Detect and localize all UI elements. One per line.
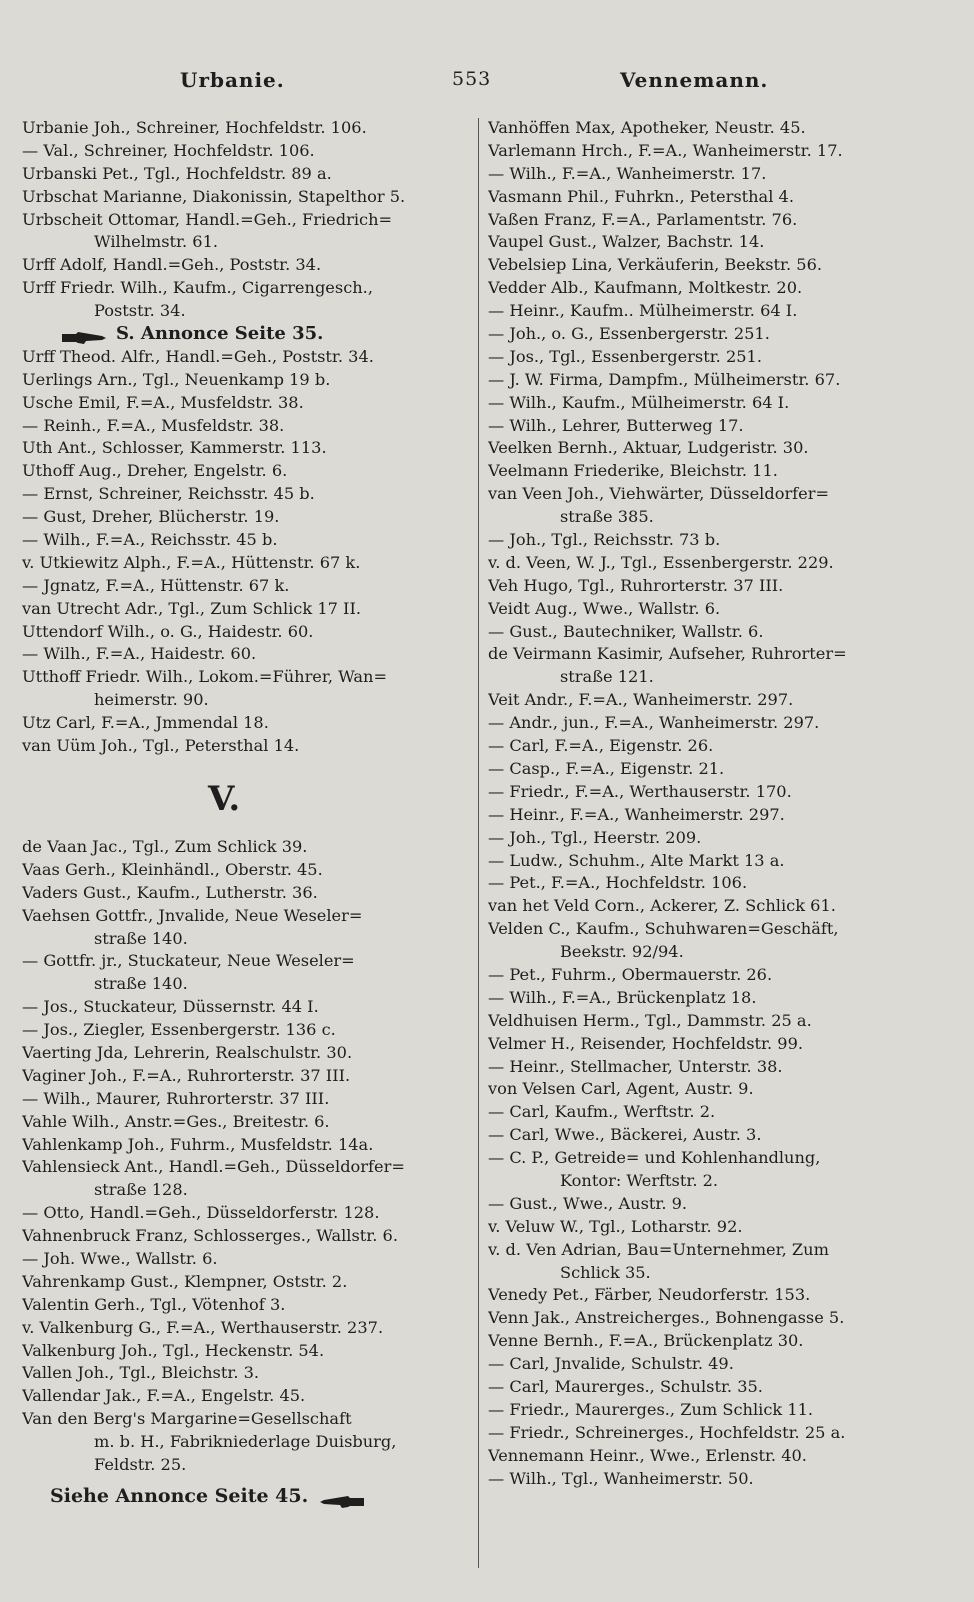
directory-entry <box>22 882 470 905</box>
directory-entry <box>488 964 946 987</box>
entry-text: Veelken Bernh., Aktuar, Ludgeristr. 30. <box>488 438 809 458</box>
section-letter <box>22 762 470 836</box>
entry-text: — Ludw., Schuhm., Alte Markt 13 a. <box>488 850 785 870</box>
directory-entry <box>488 1147 946 1170</box>
directory-entry <box>22 1134 470 1157</box>
entry-text: Vaders Gust., Kaufm., Lutherstr. 36. <box>22 882 318 902</box>
entry-text: — Pet., Fuhrm., Obermauerstr. 26. <box>488 964 773 984</box>
entry-continuation <box>488 666 946 689</box>
directory-entry <box>22 163 470 186</box>
directory-entry <box>22 1225 470 1248</box>
directory-entry <box>488 1056 946 1079</box>
entry-text: v. d. Veen, W. J., Tgl., Essenbergerstr. 229. <box>488 552 834 572</box>
entry-text: — Heinr., F.=A., Wanheimerstr. 297. <box>488 804 785 824</box>
entry-text: Vahle Wilh., Anstr.=Ges., Breitestr. 6. <box>22 1111 330 1131</box>
entry-text: — Joh., Tgl., Heerstr. 209. <box>488 827 702 847</box>
entry-text: Urbanie Joh., Schreiner, Hochfeldstr. 106. <box>22 118 367 137</box>
directory-entry <box>488 1376 946 1399</box>
pointing-hand-icon <box>62 328 106 340</box>
directory-entry <box>22 735 470 758</box>
entry-text: Velmer H., Reisender, Hochfeldstr. 99. <box>488 1033 804 1053</box>
directory-entry <box>22 1317 470 1340</box>
directory-entry <box>22 1111 470 1134</box>
directory-entry <box>22 460 470 483</box>
directory-entry <box>488 346 946 369</box>
directory-entry <box>488 987 946 1010</box>
directory-entry <box>22 1019 470 1042</box>
directory-entry <box>488 117 946 140</box>
directory-entry <box>488 1422 946 1445</box>
entry-text: Vennemann Heinr., Wwe., Erlenstr. 40. <box>488 1445 807 1465</box>
directory-entry <box>22 1340 470 1363</box>
directory-entry <box>488 1330 946 1353</box>
entry-text: — Casp., F.=A., Eigenstr. 21. <box>488 758 725 778</box>
directory-entry <box>488 1284 946 1307</box>
entry-text: — Gottfr. jr., Stuckateur, Neue Weseler= <box>22 951 355 971</box>
directory-entry <box>22 1408 470 1431</box>
directory-entry <box>488 895 946 918</box>
directory-entry <box>488 1078 946 1101</box>
directory-entry <box>488 735 946 758</box>
directory-entry <box>22 621 470 644</box>
entry-text: Veelmann Friederike, Bleichstr. 11. <box>488 461 778 481</box>
entry-text: v. Valkenburg G., F.=A., Werthauserstr. 237. <box>22 1317 384 1337</box>
directory-entry <box>488 827 946 850</box>
entry-text: Vahlensieck Ant., Handl.=Geh., Düsseldorfer= <box>22 1157 405 1177</box>
entry-text: — Pet., F.=A., Hochfeldstr. 106. <box>488 873 748 893</box>
directory-entry <box>22 186 470 209</box>
entry-text: — Ernst, Schreiner, Reichsstr. 45 b. <box>22 484 315 504</box>
directory-entry <box>488 415 946 438</box>
directory-entry <box>488 804 946 827</box>
directory-entry <box>22 140 470 163</box>
directory-entry <box>22 437 470 460</box>
entry-text: — Jos., Tgl., Essenbergerstr. 251. <box>488 346 762 366</box>
entry-text: — Heinr., Stellmacher, Unterstr. 38. <box>488 1056 783 1076</box>
directory-entry <box>488 1399 946 1422</box>
entry-continuation <box>22 973 470 996</box>
header-last-entry: Vennemann. <box>620 68 769 92</box>
directory-entry <box>488 1193 946 1216</box>
directory-entry <box>488 712 946 735</box>
entry-text: de Veirmann Kasimir, Aufseher, Ruhrorter= <box>488 644 847 664</box>
entry-text: Velden C., Kaufm., Schuhwaren=Geschäft, <box>488 919 839 939</box>
entry-text: Vaerting Jda, Lehrerin, Realschulstr. 30. <box>22 1042 353 1062</box>
entry-text: Urff Friedr. Wilh., Kaufm., Cigarrengesch., <box>22 278 373 298</box>
directory-entry <box>488 552 946 575</box>
directory-entry <box>488 323 946 346</box>
directory-entry <box>22 905 470 928</box>
entry-text: — Gust, Dreher, Blücherstr. 19. <box>22 507 280 527</box>
directory-entry <box>22 1271 470 1294</box>
entry-text: Vaas Gerh., Kleinhändl., Oberstr. 45. <box>22 859 323 879</box>
entry-text: — Joh. Wwe., Wallstr. 6. <box>22 1248 218 1268</box>
entry-text: van Utrecht Adr., Tgl., Zum Schlick 17 II. <box>22 598 361 618</box>
directory-entry <box>22 1202 470 1225</box>
directory-entry <box>488 1216 946 1239</box>
directory-entry <box>488 483 946 506</box>
directory-entry <box>488 277 946 300</box>
entry-text: de Vaan Jac., Tgl., Zum Schlick 39. <box>22 836 308 856</box>
entry-text: — Wilh., Tgl., Wanheimerstr. 50. <box>488 1468 754 1488</box>
entry-text: — Otto, Handl.=Geh., Düsseldorferstr. 128. <box>22 1203 380 1223</box>
entry-text: Venne Bernh., F.=A., Brückenplatz 30. <box>488 1331 804 1351</box>
entry-text: Beekstr. 92/94. <box>560 942 684 962</box>
entry-text: — Carl, Wwe., Bäckerei, Austr. 3. <box>488 1125 762 1145</box>
directory-entry <box>22 415 470 438</box>
entry-text: — Val., Schreiner, Hochfeldstr. 106. <box>22 140 315 160</box>
directory-entry <box>488 1445 946 1468</box>
directory-entry <box>22 1065 470 1088</box>
entry-text: Utthoff Friedr. Wilh., Lokom.=Führer, Wan= <box>22 667 388 687</box>
directory-entry <box>488 1010 946 1033</box>
entry-text: Uerlings Arn., Tgl., Neuenkamp 19 b. <box>22 369 331 389</box>
entry-text: straße 385. <box>560 507 654 527</box>
directory-entry <box>488 1033 946 1056</box>
header-first-entry: Urbanie. <box>180 68 285 92</box>
entry-text: Vanhöffen Max, Apotheker, Neustr. 45. <box>488 118 806 137</box>
entry-text: — Wilh., F.=A., Reichsstr. 45 b. <box>22 530 278 550</box>
directory-entry <box>488 1101 946 1124</box>
entry-text: — Joh., o. G., Essenbergerstr. 251. <box>488 324 770 344</box>
entry-text: Utz Carl, F.=A., Jmmendal 18. <box>22 713 269 733</box>
entry-text: v. d. Ven Adrian, Bau=Unternehmer, Zum <box>488 1239 829 1259</box>
entry-text: Urff Adolf, Handl.=Geh., Poststr. 34. <box>22 255 322 275</box>
page-header <box>0 68 974 98</box>
column-divider <box>478 118 479 1568</box>
entry-text: Veh Hugo, Tgl., Ruhrorterstr. 37 III. <box>488 575 784 595</box>
entry-text: Uth Ant., Schlosser, Kammerstr. 113. <box>22 438 327 458</box>
directory-entry <box>488 758 946 781</box>
entry-text: Siehe Annonce Seite 45. <box>50 1484 309 1507</box>
directory-entry <box>488 575 946 598</box>
directory-entry <box>488 186 946 209</box>
entry-text: straße 140. <box>94 928 188 948</box>
entry-text: — J. W. Firma, Dampfm., Mülheimerstr. 67. <box>488 369 841 389</box>
directory-entry <box>488 1124 946 1147</box>
entry-text: — Wilh., Kaufm., Mülheimerstr. 64 I. <box>488 392 790 412</box>
entry-text: — Friedr., F.=A., Werthauserstr. 170. <box>488 781 792 801</box>
entry-text: Van den Berg's Margarine=Gesellschaft <box>22 1409 352 1429</box>
directory-entry <box>488 872 946 895</box>
directory-entry <box>22 117 470 140</box>
directory-entry <box>488 369 946 392</box>
entry-text: — Friedr., Schreinerges., Hochfeldstr. 25 a. <box>488 1422 846 1442</box>
entry-text: — Joh., Tgl., Reichsstr. 73 b. <box>488 530 721 550</box>
directory-entry <box>488 529 946 552</box>
directory-entry <box>22 1294 470 1317</box>
entry-text: — Carl, Kaufm., Werftstr. 2. <box>488 1102 716 1122</box>
entry-text: Usche Emil, F.=A., Musfeldstr. 38. <box>22 392 304 412</box>
entry-text: Uthoff Aug., Dreher, Engelstr. 6. <box>22 461 288 481</box>
directory-entry <box>22 254 470 277</box>
directory-entry <box>22 1362 470 1385</box>
directory-entry <box>488 209 946 232</box>
entry-text: v. Veluw W., Tgl., Lotharstr. 92. <box>488 1216 743 1236</box>
annonce-reference <box>22 323 470 346</box>
entry-text: Uttendorf Wilh., o. G., Haidestr. 60. <box>22 621 314 641</box>
directory-entry <box>488 437 946 460</box>
entry-text: Vedder Alb., Kaufmann, Moltkestr. 20. <box>488 278 803 298</box>
pointing-hand-icon <box>320 1491 364 1503</box>
entry-text: heimerstr. 90. <box>94 690 209 710</box>
entry-continuation <box>22 1431 470 1454</box>
directory-entry <box>22 1385 470 1408</box>
entry-text: Vaehsen Gottfr., Jnvalide, Neue Weseler= <box>22 905 363 925</box>
annonce-reference <box>22 1485 470 1508</box>
entry-text: Vahlenkamp Joh., Fuhrm., Musfeldstr. 14a. <box>22 1134 374 1154</box>
entry-continuation <box>488 941 946 964</box>
entry-text: Venn Jak., Anstreicherges., Bohnengasse 5. <box>488 1308 845 1328</box>
entry-text: v. Utkiewitz Alph., F.=A., Hüttenstr. 67 k. <box>22 552 361 572</box>
directory-entry <box>488 781 946 804</box>
entry-text: — Friedr., Maurerges., Zum Schlick 11. <box>488 1399 814 1419</box>
directory-entry <box>488 392 946 415</box>
entry-text: Urbanski Pet., Tgl., Hochfeldstr. 89 a. <box>22 163 332 183</box>
directory-entry <box>488 643 946 666</box>
left-column <box>22 117 470 1508</box>
entry-continuation <box>488 1262 946 1285</box>
directory-entry <box>22 1156 470 1179</box>
entry-text: Vallen Joh., Tgl., Bleichstr. 3. <box>22 1363 260 1383</box>
entry-text: Wilhelmstr. 61. <box>94 232 219 252</box>
directory-entry <box>22 1248 470 1271</box>
directory-entry <box>22 369 470 392</box>
entry-text: Urbschat Marianne, Diakonissin, Stapelthor 5. <box>22 186 406 206</box>
entry-text: Vaginer Joh., F.=A., Ruhrorterstr. 37 III. <box>22 1065 351 1085</box>
entry-text: Vaßen Franz, F.=A., Parlamentstr. 76. <box>488 209 798 229</box>
entry-text: van Uüm Joh., Tgl., Petersthal 14. <box>22 736 300 756</box>
directory-entry <box>488 1353 946 1376</box>
entry-text: Schlick 35. <box>560 1262 651 1282</box>
directory-entry <box>22 529 470 552</box>
directory-entry <box>488 300 946 323</box>
directory-entry <box>22 277 470 300</box>
entry-text: Veidt Aug., Wwe., Wallstr. 6. <box>488 598 721 618</box>
directory-entry <box>22 859 470 882</box>
directory-entry <box>22 552 470 575</box>
entry-text: — Andr., jun., F.=A., Wanheimerstr. 297. <box>488 713 820 733</box>
entry-text: Venedy Pet., Färber, Neudorferstr. 153. <box>488 1285 811 1305</box>
entry-continuation <box>488 1170 946 1193</box>
entry-text: Kontor: Werftstr. 2. <box>560 1170 719 1190</box>
entry-text: straße 121. <box>560 667 654 687</box>
directory-entry <box>22 996 470 1019</box>
entry-continuation <box>22 231 470 254</box>
entry-text: Varlemann Hrch., F.=A., Wanheimerstr. 17. <box>488 140 843 160</box>
directory-entry <box>22 209 470 232</box>
directory-entry <box>22 506 470 529</box>
directory-entry <box>22 666 470 689</box>
directory-entry <box>22 598 470 621</box>
directory-entry <box>488 1307 946 1330</box>
directory-entry <box>22 483 470 506</box>
entry-text: — Gust., Wwe., Austr. 9. <box>488 1193 688 1213</box>
entry-text: — Carl, Maurerges., Schulstr. 35. <box>488 1376 763 1396</box>
entry-text: — Reinh., F.=A., Musfeldstr. 38. <box>22 415 285 435</box>
entry-text: Urbscheit Ottomar, Handl.=Geh., Friedrich= <box>22 209 393 229</box>
entry-text: von Velsen Carl, Agent, Austr. 9. <box>488 1079 754 1099</box>
entry-text: — Carl, Jnvalide, Schulstr. 49. <box>488 1354 734 1374</box>
directory-entry <box>22 1088 470 1111</box>
entry-continuation <box>488 506 946 529</box>
entry-text: straße 140. <box>94 974 188 994</box>
entry-text: straße 128. <box>94 1180 188 1200</box>
directory-entry <box>488 850 946 873</box>
entry-text: Vahnenbruck Franz, Schlosserges., Wallstr. 6. <box>22 1226 398 1246</box>
entry-text: — Wilh., F.=A., Brückenplatz 18. <box>488 987 757 1007</box>
entry-text: V. <box>208 778 241 819</box>
entry-text: — Wilh., F.=A., Wanheimerstr. 17. <box>488 163 767 183</box>
entry-text: — Jos., Ziegler, Essenbergerstr. 136 c. <box>22 1020 336 1040</box>
entry-text: — Wilh., F.=A., Haidestr. 60. <box>22 644 257 664</box>
entry-text: Valkenburg Joh., Tgl., Heckenstr. 54. <box>22 1340 325 1360</box>
entry-text: Feldstr. 25. <box>94 1454 187 1474</box>
entry-continuation <box>22 1454 470 1477</box>
entry-text: Veldhuisen Herm., Tgl., Dammstr. 25 a. <box>488 1010 812 1030</box>
directory-entry <box>22 836 470 859</box>
entry-text: S. Annonce Seite 35. <box>116 323 324 345</box>
entry-continuation <box>22 928 470 951</box>
directory-entry <box>488 621 946 644</box>
entry-text: — Wilh., Maurer, Ruhrorterstr. 37 III. <box>22 1088 330 1108</box>
entry-text: — Wilh., Lehrer, Butterweg 17. <box>488 415 744 435</box>
entry-text: Vallendar Jak., F.=A., Engelstr. 45. <box>22 1386 306 1406</box>
directory-entry <box>488 140 946 163</box>
entry-text: van het Veld Corn., Ackerer, Z. Schlick 61. <box>488 896 836 916</box>
entry-text: Valentin Gerh., Tgl., Vötenhof 3. <box>22 1294 286 1314</box>
directory-entry <box>22 643 470 666</box>
right-column <box>488 117 946 1490</box>
directory-entry <box>22 1042 470 1065</box>
directory-entry <box>488 460 946 483</box>
entry-text: Vasmann Phil., Fuhrkn., Petersthal 4. <box>488 186 794 206</box>
directory-entry <box>488 254 946 277</box>
directory-entry <box>488 163 946 186</box>
entry-continuation <box>22 1179 470 1202</box>
entry-text: — Heinr., Kaufm.. Mülheimerstr. 64 I. <box>488 301 798 321</box>
directory-entry <box>22 392 470 415</box>
entry-text: Veit Andr., F.=A., Wanheimerstr. 297. <box>488 690 794 710</box>
directory-entry <box>22 575 470 598</box>
entry-text: van Veen Joh., Viehwärter, Düsseldorfer= <box>488 484 830 504</box>
directory-entry <box>488 1239 946 1262</box>
entry-text: — Jgnatz, F.=A., Hüttenstr. 67 k. <box>22 575 290 595</box>
entry-text: Vaupel Gust., Walzer, Bachstr. 14. <box>488 232 765 252</box>
entry-text: Poststr. 34. <box>94 301 186 321</box>
entry-text: m. b. H., Fabrikniederlage Duisburg, <box>94 1432 397 1452</box>
entry-text: — Carl, F.=A., Eigenstr. 26. <box>488 736 714 756</box>
entry-text: Vebelsiep Lina, Verkäuferin, Beekstr. 56. <box>488 255 823 275</box>
entry-text: Vahrenkamp Gust., Klempner, Oststr. 2. <box>22 1271 348 1291</box>
directory-entry <box>22 346 470 369</box>
entry-text: — C. P., Getreide= und Kohlenhandlung, <box>488 1148 821 1168</box>
entry-text: Urff Theod. Alfr., Handl.=Geh., Poststr. 34. <box>22 346 374 366</box>
directory-entry <box>488 689 946 712</box>
directory-entry <box>488 918 946 941</box>
entry-continuation <box>22 300 470 323</box>
entry-continuation <box>22 689 470 712</box>
entry-text: — Gust., Bautechniker, Wallstr. 6. <box>488 621 764 641</box>
directory-entry <box>488 231 946 254</box>
directory-entry <box>22 712 470 735</box>
directory-entry <box>488 1468 946 1491</box>
page-number: 553 <box>452 68 492 90</box>
directory-entry <box>488 598 946 621</box>
entry-text: — Jos., Stuckateur, Düssernstr. 44 I. <box>22 997 319 1017</box>
directory-entry <box>22 950 470 973</box>
